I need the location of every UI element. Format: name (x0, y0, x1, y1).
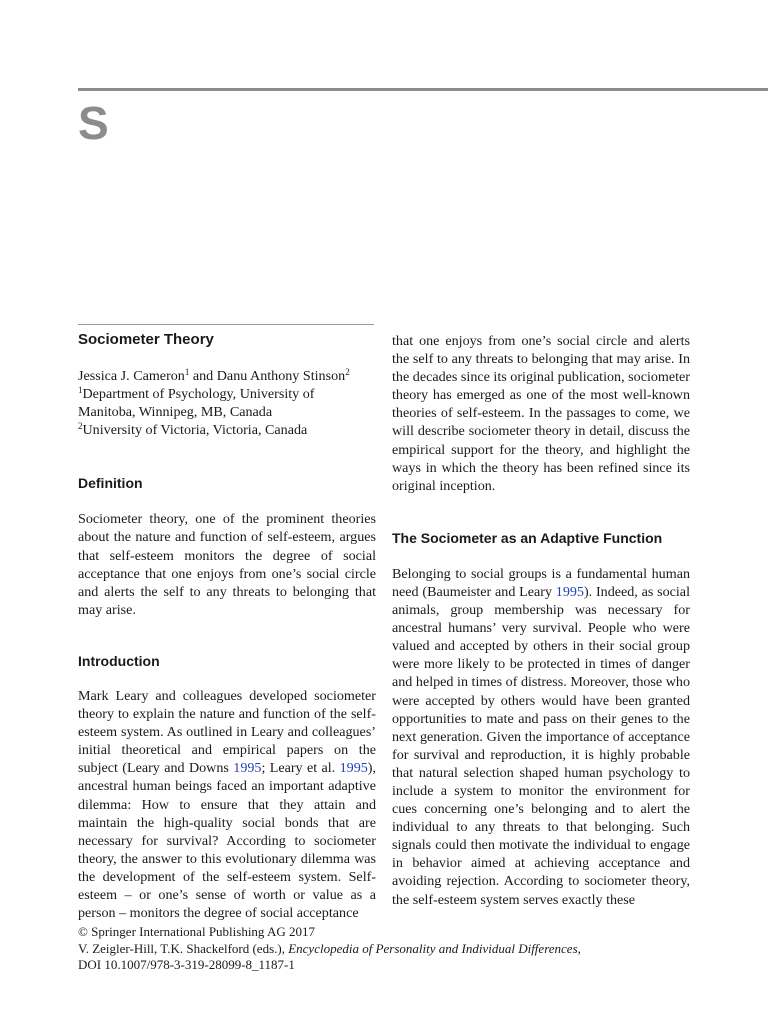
intro-text-2: ; Leary et al. (261, 760, 340, 777)
introduction-heading: Introduction (78, 652, 160, 669)
author-block (78, 367, 376, 439)
intro-text-3: ), ancestral human beings faced an important adaptive dilemma: How to ensure that they attain and maintain the high-quality social bonds that are necessary for survival? According to sociometer theory, the answer to this evolutionary dilemma was the development of the self-esteem system. Self-esteem – or one’s sense of worth or value as a person – monitors the degree of social acceptance (78, 760, 376, 922)
author-line (78, 367, 376, 385)
book-title: Encyclopedia of Personality and Individual Differences (288, 940, 578, 956)
introduction-continuation: that one enjoys from one’s social circle and alerts the self to any threats to belonging that may arise. In the decades since its original publication, sociometer theory has emerged as one of the most well-known theories of self-esteem. In the passages to come, we will describe sociometer theory in detail, discuss the empirical support for the theory, and highlight the ways in which the theory has been refined since its original inception. (392, 333, 690, 494)
affiliation-1-cont: Manitoba, Winnipeg, MB, Canada (78, 404, 273, 421)
citation-line (78, 941, 698, 958)
page-footer (78, 924, 698, 974)
affiliation-1-line1: Department of Psychology, University of (82, 386, 315, 403)
adaptive-text-1: Belonging to social groups is a fundamental human need (Baumeister and Leary (392, 565, 690, 600)
right-column (392, 332, 690, 909)
adaptive-function-paragraph (392, 565, 690, 909)
author-2: and Danu Anthony Stinson (189, 368, 346, 384)
definition-heading: Definition (78, 475, 143, 492)
adaptive-function-heading: The Sociometer as an Adaptive Function (392, 529, 663, 546)
adaptive-text-2: ). Indeed, as social animals, group membership was necessary for ancestral humans’ very survival. People who were valued and accepted by others in their social group were more likely to be protected in times of danger and helped in times of distress. Moreover, those who were accepted by others would have been granted opportunities to mate and pass on their genes to the next generation. Given the importance of acceptance for survival and reproduction, it is highly probable that natural selection shaped human psychology to include a system to monitor the environment for cues concerning one’s belonging and to alert the individual to any threats to that belonging. Such signals could then motivate the individual to engage in behavior aimed at achieving acceptance and avoiding rejection. According to sociometer theory, the self-esteem system serves exactly these (392, 583, 690, 908)
author-1: Jessica J. Cameron (78, 368, 185, 384)
author-1-affil: 1 (184, 367, 190, 377)
article-title: Sociometer Theory (78, 331, 214, 348)
intro-text-1: Mark Leary and colleagues developed sociometer theory to explain the nature and function of the self-esteem system. As outlined in Leary and colleagues’ initial theoretical and empirical papers on the subject (Leary and Downs (78, 687, 376, 777)
affiliation-2 (78, 421, 376, 439)
affiliation-1 (78, 385, 376, 403)
citation-leary-et-al-1995[interactable]: 1995 (339, 760, 368, 777)
citation-baumeister-leary-1995[interactable]: 1995 (555, 583, 584, 600)
citation-leary-downs-1995[interactable]: 1995 (233, 760, 262, 777)
header-rule (78, 88, 768, 91)
editors: V. Zeigler-Hill, T.K. Shackelford (eds.), (78, 940, 289, 956)
title-rule (78, 324, 374, 325)
affiliation-1-marker: 1 (78, 385, 83, 396)
left-column (78, 329, 376, 922)
affiliation-2-text: University of Victoria, Victoria, Canada (82, 422, 308, 439)
definition-text: Sociometer theory, one of the prominent theories about the nature and function of self-esteem, argues that self-esteem monitors the degree of social acceptance that one enjoys from one’s social circle and alerts the self to any threats to belonging that may arise. (78, 511, 376, 618)
introduction-paragraph (78, 687, 376, 922)
doi-line: DOI 10.1007/978-3-319-28099-8_1187-1 (78, 957, 295, 972)
book-title-suffix: , (577, 940, 581, 956)
section-letter: S (78, 97, 109, 149)
affiliation-2-marker: 2 (78, 421, 83, 432)
copyright-line: © Springer International Publishing AG 2017 (78, 924, 315, 939)
author-2-affil: 2 (345, 367, 350, 377)
